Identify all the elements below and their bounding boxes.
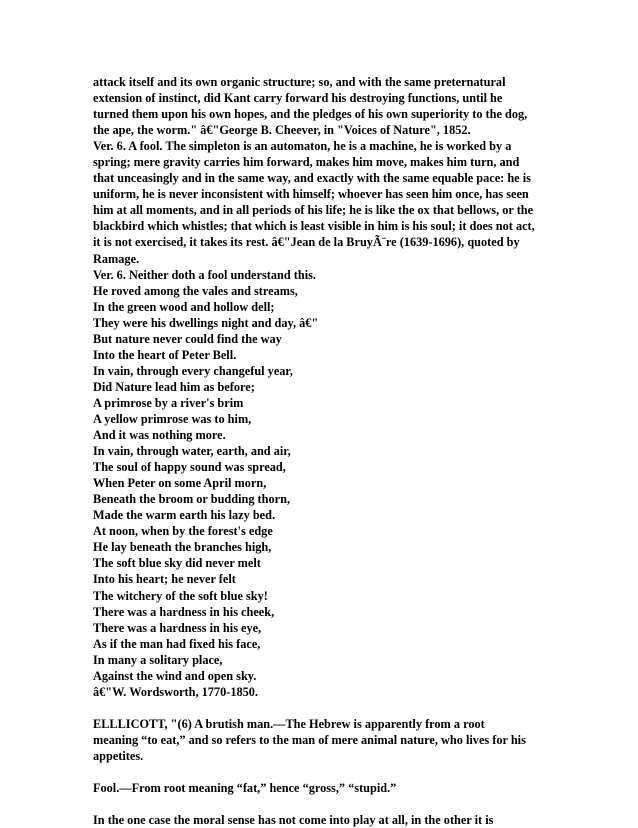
paragraph-gap: [93, 764, 563, 780]
commentary-line: appetites.: [93, 748, 144, 763]
poem-line: When Peter on some April morn,: [93, 476, 267, 491]
text-line: extension of instinct, did Kant carry forward his destroying functions, until he: [93, 91, 503, 106]
document-text: [93, 74, 563, 828]
poem-line: At noon, when by the forest's edge: [93, 524, 273, 539]
text-line: attack itself and its own organic structure; so, and with the same preternatural: [93, 75, 506, 89]
closing-line: In the one case the moral sense has not come into play at all, in the other it is: [93, 813, 494, 828]
paragraph-gap: [93, 700, 563, 716]
poem-line: The soft blue sky did never melt: [93, 556, 261, 571]
text-line: uniform, he is never inconsistent with himself; whoever has seen him once, has seen: [93, 187, 529, 202]
text-line: it is not exercised, it takes its rest. â€"Jean de la BruyÃ¨re (1639-1696), quoted by: [93, 235, 520, 250]
attribution-line: â€"W. Wordsworth, 1770-1850.: [93, 684, 258, 699]
text-line: spring; mere gravity carries him forward, makes him move, makes him turn, and: [93, 155, 520, 170]
poem-line: There was a hardness in his cheek,: [93, 604, 275, 619]
poem-line: But nature never could find the way: [93, 331, 282, 346]
commentary-line: meaning “to eat,” and so refers to the man of mere animal nature, who lives for his: [93, 732, 526, 747]
fool-definition-line: Fool.—From root meaning “fat,” hence “gross,” “stupid.”: [93, 781, 397, 796]
poem-line: Did Nature lead him as before;: [93, 379, 255, 394]
poem-line: Into the heart of Peter Bell.: [93, 347, 237, 362]
poem-line: In many a solitary place,: [93, 652, 223, 667]
text-line: him at all moments, and in all periods of his life; he is like the ox that bellows, or the: [93, 203, 534, 218]
poem-line: There was a hardness in his eye,: [93, 620, 262, 635]
poem-line: The witchery of the soft blue sky!: [93, 588, 268, 603]
poem-line: The soul of happy sound was spread,: [93, 460, 286, 475]
text-line: Ramage.: [93, 251, 140, 266]
poem-line: And it was nothing more.: [93, 428, 226, 443]
poem-line: Beneath the broom or budding thorn,: [93, 492, 291, 507]
poem-line: Made the warm earth his lazy bed.: [93, 508, 276, 523]
poem-line: In vain, through every changeful year,: [93, 363, 293, 378]
text-line: turned them upon his own hopes, and the pledges of his own superiority to the dog,: [93, 107, 528, 122]
text-line: the ape, the worm." â€"George B. Cheever, in "Voices of Nature", 1852.: [93, 123, 471, 138]
paragraph-gap: [93, 796, 563, 812]
poem-line: A primrose by a river's brim: [93, 395, 244, 410]
poem-line: In the green wood and hollow dell;: [93, 299, 275, 314]
text-line: Ver. 6. Neither doth a fool understand this.: [93, 267, 316, 282]
poem-line: A yellow primrose was to him,: [93, 411, 252, 426]
poem-line: He lay beneath the branches high,: [93, 540, 272, 555]
text-line: Ver. 6. A fool. The simpleton is an automaton, he is a machine, he is worked by a: [93, 139, 512, 154]
text-line: that unceasingly and in the same way, and exactly with the same equable pace: he is: [93, 171, 531, 186]
poem-line: He roved among the vales and streams,: [93, 283, 298, 298]
poem-line: Into his heart; he never felt: [93, 572, 236, 587]
poem-line: They were his dwellings night and day, â€": [93, 315, 319, 330]
text-line: blackbird which whistles; that which is least visible in him is his soul; it does not act,: [93, 219, 535, 234]
poem-line: As if the man had fixed his face,: [93, 636, 261, 651]
commentary-line: ELLLICOTT, "(6) A brutish man.—The Hebrew is apparently from a root: [93, 716, 485, 731]
poem-line: Against the wind and open sky.: [93, 668, 257, 683]
poem-line: In vain, through water, earth, and air,: [93, 444, 291, 459]
